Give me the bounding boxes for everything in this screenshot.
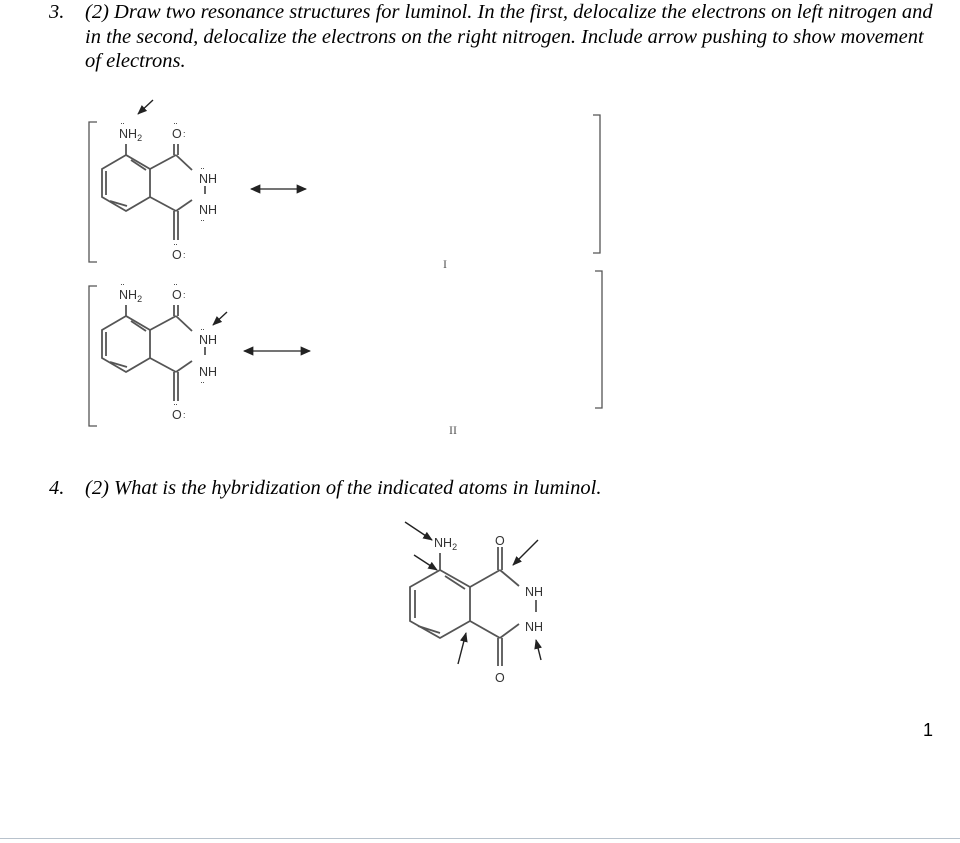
right-bracket-2 [595, 271, 602, 408]
page-number: 1 [923, 720, 934, 740]
question-3-number: 3. [49, 1, 65, 23]
indicator-arrow [458, 633, 466, 664]
luminol-structure-2 [102, 279, 227, 422]
lone-pair: ·· [173, 239, 177, 249]
left-bracket-1 [89, 122, 97, 262]
luminol-structure-1 [102, 100, 217, 262]
indicator-arrow [513, 540, 538, 565]
carbonyl-oxygen-label: O [172, 288, 182, 302]
lone-pair: ·· [120, 118, 124, 128]
ring-nh-label: NH [525, 620, 544, 634]
ring-nh-label: NH [525, 585, 544, 599]
lone-pair: : [183, 129, 185, 139]
ring-nh-label: NH [199, 203, 218, 217]
page-divider [0, 838, 960, 839]
lone-pair: ·· [200, 163, 204, 173]
row-label-1: I [443, 257, 447, 271]
carbonyl-oxygen-label: O [172, 127, 182, 141]
ring-nh-label: NH [199, 172, 218, 186]
carbonyl-oxygen-label: O [172, 248, 182, 262]
carbonyl-oxygen-label: O [495, 671, 505, 685]
indicator-arrow [213, 312, 227, 325]
indicator-arrow [414, 555, 437, 570]
ring-nh-label: NH [199, 365, 218, 379]
amine-label: $NH_2$ [119, 288, 143, 304]
indicator-arrow [405, 522, 432, 540]
lone-pair: ·· [173, 279, 177, 289]
indicator-arrow [138, 100, 153, 114]
carbonyl-oxygen-label: O [495, 534, 505, 548]
lone-pair: : [183, 290, 185, 300]
lone-pair: ·· [173, 118, 177, 128]
ring-nh-label: NH [199, 333, 218, 347]
row-label-2: II [449, 423, 457, 437]
lone-pair: ·· [200, 377, 204, 387]
carbonyl-oxygen-label: O [172, 408, 182, 422]
question-3-text: (2) Draw two resonance structures for luminol. In the first, delocalize the electrons on left nitrogen and in the second, delocalize the electrons on the right nitrogen. Include arrow pushing to show movement of electrons. [85, 1, 933, 72]
question-4-text: (2) What is the hybridization of the indicated atoms in luminol. [85, 477, 602, 499]
lone-pair: ·· [200, 215, 204, 225]
amine-label: $NH_2$ [434, 536, 458, 552]
indicator-arrow [536, 640, 541, 660]
left-bracket-2 [89, 286, 97, 426]
question-4-number: 4. [49, 477, 65, 499]
lone-pair: ·· [120, 279, 124, 289]
lone-pair: ·· [200, 324, 204, 334]
amine-label: $NH_2$ [119, 127, 143, 143]
right-bracket-1 [593, 115, 600, 253]
luminol-structure-q4 [405, 522, 543, 685]
lone-pair: ·· [173, 399, 177, 409]
lone-pair: : [183, 250, 185, 260]
lone-pair: : [183, 410, 185, 420]
